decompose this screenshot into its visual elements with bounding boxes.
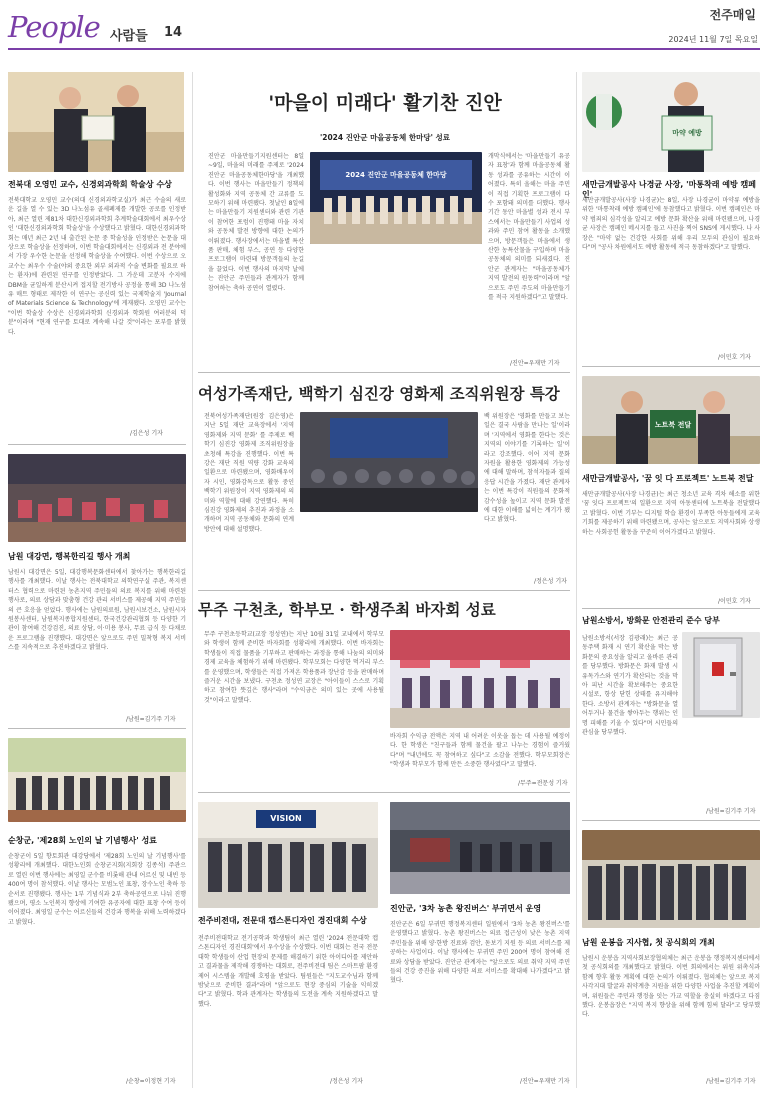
a1-headline: 전북대 오영민 교수, 신경외과학회 학술상 수상 bbox=[8, 180, 172, 189]
r2-photo bbox=[582, 376, 760, 464]
main2-photo bbox=[300, 412, 478, 512]
main3-byline: /무주=전문성 기자 bbox=[518, 780, 568, 787]
a2-divider bbox=[8, 728, 186, 729]
main1-photo-banner: 2024 진안군 마을공동체 한마당 bbox=[345, 171, 447, 179]
b2-headline: 진안군, '3차 농촌 왕진버스' 부귀면서 운영 bbox=[390, 904, 542, 913]
main2-body-right: 백 위원장은 '영화를 만들고 보는 일은 결국 사람을 만나는 일'이라며 '지역에서 영화를 한다는 것은 지역의 이야기를 기록하는 일'이라고 강조했다. 이어 지역 문화 자원을 활용한 영화제의 가능성에 대해 말하며, 참석자들과 질의응답 시간을 가졌다. 재단 관계자는 이번 특강이 직원들의 문화적 감수성을 높이고 지역 문화 발전에 대한 이해를 넓히는 계기가 됐다고 밝혔다. bbox=[484, 413, 570, 524]
b2-body: 진안군은 6일 부귀면 행정복지센터 일원에서 '3차 농촌 왕진버스'를 운영했다고 밝혔다. 농촌 왕진버스는 의료 접근성이 낮은 농촌 지역 주민들을 위해 양·한방 진료와 검안, 돋보기 지원 등 의료 서비스를 제공하는 사업이다. 이날 행사에는 부귀면 주민 200여 명이 참여해 진료와 상담을 받았다. 진안군 관계자는 "앞으로도 의료 취약 지역 주민들의 건강 증진을 위해 다양한 의료 서비스를 확대해 나가겠다"고 밝혔다. bbox=[390, 921, 570, 985]
newspaper-name: 전주매일 bbox=[709, 8, 756, 22]
main3-body-right: 바자회 수익금 전액은 지역 내 어려운 이웃을 돕는 데 사용될 예정이다. 한 학생은 "친구들과 함께 물건을 팔고 나누는 경험이 즐거웠다"며 "내년에도 꼭 참여하고 싶다"고 소감을 전했다. 학부모회장은 "학생과 학부모가 함께 만든 소중한 행사였다"고 말했다. bbox=[390, 733, 570, 769]
a1-byline: /김은성 기자 bbox=[130, 430, 163, 437]
main3-title: 무주 구천초, 학부모 · 학생주최 바자회 성료 bbox=[198, 600, 496, 619]
section-logo: People bbox=[8, 10, 100, 44]
main1-subtitle: '2024 진안군 마을공동체 한마당' 성료 bbox=[319, 133, 451, 142]
r1-body: 새만금개발공사(사장 나경균)는 8일, 사장 나경균이 마약류 예방을 위한 '마통착래 예방 캠페인'에 동참했다고 밝혔다. 이번 캠페인은 마약 범죄의 심각성을 알리고 예방 문화 확산을 위해 마련됐으며, 나경균 사장은 캠페인 메시지를 들고 사진을 찍어 SNS에 게시했다. 나 사장은 "마약 없는 건강한 사회를 위해 우리 모두의 관심이 필요하다"며 "공사 차원에서도 예방 활동에 적극 동참하겠다"고 말했다. bbox=[582, 197, 760, 252]
main3-photo bbox=[390, 630, 570, 728]
a1-photo bbox=[8, 72, 184, 172]
r4-byline: /남원=김기주 기자 bbox=[706, 1078, 756, 1085]
r4-photo bbox=[582, 830, 760, 928]
r1-photo-sign: 마약 예방 bbox=[672, 129, 702, 137]
main2-title: 여성가족재단, 백학기 심진강 영화제 조직위원장 특강 bbox=[198, 384, 560, 403]
main3-divider bbox=[198, 792, 570, 793]
b2-byline: /진안=우재만 기자 bbox=[520, 1078, 570, 1085]
a3-photo bbox=[8, 738, 186, 822]
main2-divider bbox=[198, 590, 570, 591]
main2-byline: /정은성 기자 bbox=[534, 578, 567, 585]
column-separator-left bbox=[192, 72, 193, 1088]
main1-body-left: 진안군 마을만들기지원센터는 8일~9일, 마을의 미래를 주제로 '2024 진안군 마을공동체한마당'을 개최했다. 이번 행사는 마을만들기 정책의 활성화와 지역 공동체 간 교류를 도모하기 위해 마련됐다. 첫날인 8일에는 마을만들기 지원센터와 관련 기관이 참여한 포럼이 진행돼 마을 자치와 공동체 발전 방향에 대한 논의가 이뤄졌다. 행사장에서는 마을별 특산품 판매, 체험 부스, 공연 등 다양한 프로그램이 마련돼 방문객들의 눈길을 끌었다. 이번 행사의 마지막 날에는 진안군 주민들과 관계자가 함께 참여하는 축하 공연이 열렸다. bbox=[208, 153, 304, 292]
r2-byline: /이민호 기자 bbox=[718, 598, 751, 605]
r3-headline: 남원소방서, 방화문 안전관리 준수 당부 bbox=[582, 616, 720, 625]
a3-byline: /순창=이정현 기자 bbox=[126, 1078, 176, 1085]
r3-body-upper: 남원소방서(서장 김광래)는 최근 공동주택 화재 시 연기 확산을 막는 방화문의 중요성을 알리고 올바른 관리를 당부했다. 방화문은 화재 발생 시 유독가스와 연기가 확산되는 것을 막아 피난 시간을 확보해주는 중요한 시설로, 항상 닫힌 상태를 유지해야 한다. 소방서 관계자는 "방화문을 열어두거나 물건을 쌓아두는 행위는 인명 피해를 키울 수 있다"며 시민들의 관심을 당부했다. bbox=[582, 635, 678, 737]
issue-date: 2024년 11월 7일 목요일 bbox=[668, 35, 758, 44]
b1-photo bbox=[198, 802, 378, 908]
main1-photo bbox=[310, 152, 482, 244]
main1-divider bbox=[198, 372, 570, 373]
b1-byline: /정은성 기자 bbox=[330, 1078, 363, 1085]
r1-photo bbox=[582, 72, 760, 172]
r3-byline: /남원=김기주 기자 bbox=[706, 808, 756, 815]
main2-body-left: 전북여성가족재단(원장 김은영)은 지난 5일 재단 교육장에서 '지역 영화제와 지역 문화' 를 주제로 백학기 심진강 영화제 조직위원장을 초청해 특강을 진행했다. 이번 특강은 재단 직원 역량 강화 교육의 일환으로 마련됐으며, 영화배우이자 시인, 영화감독으로 활동 중인 백학기 위원장이 지역 영화제의 의미와 역할에 대해 강연했다. 특히 심진강 영화제의 추진과 과정을 소개하며 지역 공동체와 문화의 연계 방안에 대해 설명했다. bbox=[204, 413, 294, 533]
r1-divider bbox=[582, 366, 760, 367]
r2-body: 새만금개발공사(사장 나경균)는 최근 청소년 교육 격차 해소를 위한 '꿈 잇다 프로젝트'의 일환으로 지역 아동센터에 노트북을 전달했다고 밝혔다. 이번 기부는 디지털 학습 환경이 부족한 아동들에게 교육 기회를 제공하기 위해 마련됐으며, 공사는 앞으로도 지역사회와 상생하는 사회공헌 활동을 꾸준히 이어가겠다고 밝혔다. bbox=[582, 491, 760, 536]
r4-body: 남원시 운봉읍 지역사회보장협의체는 최근 운봉읍 행정복지센터에서 첫 공식회의를 개최했다고 밝혔다. 이번 회의에서는 위원 위촉식과 함께 향후 활동 계획에 대한 논의가 이뤄졌다. 협의체는 앞으로 복지 사각지대 발굴과 취약계층 지원을 위한 다양한 사업을 추진할 계획이며, 위원들은 주민과 행정을 잇는 가교 역할을 충실히 하겠다고 다짐했다. 운봉읍장은 "지역 복지 향상을 위해 함께 힘써 달라"고 당부했다. bbox=[582, 955, 760, 1019]
r2-photo-placard: 노트북 전달 bbox=[654, 421, 692, 429]
header-rule bbox=[8, 48, 760, 50]
r3-divider bbox=[582, 820, 760, 821]
r1-byline: /이민호 기자 bbox=[718, 354, 751, 361]
r1-headline: 새만금개발공사 나경균 사장, '마통착래 예방 캠페인' bbox=[582, 180, 756, 199]
r4-headline: 남원 운봉읍 지사협, 첫 공식회의 개최 bbox=[582, 938, 715, 947]
a2-headline: 남원 대강면, 행복한리길 행사 개최 bbox=[8, 552, 131, 561]
main1-body-right: 개막식에서는 '마을만들기 유공자 표창'과 함께 마을공동체 활동 성과를 공유하는 시간이 이어졌다. 특히 올해는 마을 주민이 직접 기획한 프로그램이 다수 포함돼 의미를 더했다. 행사 기간 동안 마을별 성과 전시 부스에서는 마을만들기 사업의 성과와 주민 참여 활동을 소개했으며, 방문객들은 마을에서 생산한 농특산물을 구입하며 마을 공동체의 의미를 되새겼다. 진안군 관계자는 "마을공동체가 지역 발전의 원동력"이라며 "앞으로도 주민 주도의 마을만들기를 적극 지원하겠다"고 말했다. bbox=[488, 153, 570, 302]
b1-body: 전주비전대학교 전기공학과 학생팀이 최근 열린 '2024 전문대학 캡스톤디자인 경진대회'에서 우수상을 수상했다. 이번 대회는 전국 전문대학 학생들이 산업 현장의 문제를 해결하기 위한 아이디어를 제안하고 결과물을 제작해 경쟁하는 대회로, 전주비전대 팀은 스마트팜 환경 제어 시스템을 개발해 호평을 받았다. 팀원들은 "지도교수님과 함께 밤낮으로 준비한 결과"라며 "앞으로도 현장 중심의 기술을 익히겠다"고 밝혔다. 학과 관계자는 학생들의 도전을 계속 지원하겠다고 말했다. bbox=[198, 935, 378, 1008]
r3-photo bbox=[682, 632, 760, 718]
page-number: 14 bbox=[164, 25, 183, 40]
a1-divider bbox=[8, 444, 186, 445]
main3-body-left: 무주 구천초등학교(교장 정성연)는 지난 10월 31일 교내에서 학부모와 학생이 함께 준비한 바자회를 성황리에 개최했다. 이번 바자회는 학생들이 직접 물품을 기부하고 판매하는 과정을 통해 나눔의 의미와 경제 교육을 체험하기 위해 마련됐다. 학부모회는 다양한 먹거리 부스를 운영했으며, 학생들은 직접 가져온 학용품과 장난감 등을 판매하며 즐거운 시간을 보냈다. 구천초 정성연 교장은 "아이들이 스스로 기획하고 참여한 뜻깊은 행사"라며 "수익금은 의미 있는 곳에 사용될 것"이라고 말했다. bbox=[204, 631, 384, 704]
page-header bbox=[0, 0, 768, 66]
section-title: 사람들 bbox=[110, 29, 148, 44]
a1-body: 전북대학교 오영민 교수(의대 신경외과학교실)가 최근 수술의 새로운 길을 열 수 있는 3D 나노섬유 골세폐제를 개발한 공로를 인정받아, 최근 열린 제81차 대한신경외과학회 추계학술대회에서 최우수상인 '대한신경외과학회 학술상'을 수상했다고 밝혔다. 대한신경외과학회는 매년 최근 2년 내 출간된 논문 중 학술성을 인정받은 논문을 대상으로 학술상을 선정하며, 이번 학술대회에서는 신경외과 전 분야에서 가장 우수한 논문을 선정해 학술상을 수여했다. 이번 수상으로 오 교수는 최우수 수술(야외 중요한 외부 외과적 수술 변화를 필요로 하는 환자)에 관련된 연구를 인정받았다. 그 가운데 고분자 수지에 DBM을 균일하게 분산시켜 접지할 전기방사 공정을 통해 3D 나노섬유 매트 형태로 제작한 이 연구는 공신력 있는 국제학술지 'Journal of Materials Science & Technology'에 게재됐다. 오영민 교수는 "이번 학술상 수상은 신경외과학회 신경외과 학회원 여러분의 덕분"이라며 "현재 연구를 토대로 계속해 나갈 것"이라는 포부를 밝혔다. bbox=[8, 197, 186, 336]
column-separator-right bbox=[576, 72, 577, 1088]
r2-headline: 새만금개발공사, '꿈 잇 다 프로젝트' 노트북 전달 bbox=[582, 474, 754, 483]
b1-photo-booth-sign: VISION bbox=[270, 814, 302, 823]
main1-title: '마을이 미래다' 활기찬 진안 bbox=[268, 92, 502, 114]
a2-photo bbox=[8, 454, 186, 542]
r2-divider bbox=[582, 608, 760, 609]
b1-headline: 전주비전대, 전문대 캡스톤디자인 경진대회 수상 bbox=[198, 916, 367, 925]
a2-byline: /남원=김기주 기자 bbox=[126, 716, 176, 723]
main1-byline: /진안=우재만 기자 bbox=[510, 360, 560, 367]
a3-headline: 순창군, '제28회 노인의 날 기념행사' 성료 bbox=[8, 836, 157, 845]
a3-body: 순창군이 5일 향토회관 대강당에서 '제28회 노인의 날 기념행사'를 성황리에 개최했다. 대한노인회 순창군지회(지회장 김종석) 주관으로 열린 이번 행사에는 최영일 군수를 비롯해 관내 어르신 및 내빈 등 400여 명이 참석했다. 이날 행사는 모범노인 표창, 장수노인 축하 등 순서로 진행됐다. 행사는 1부 기념식과 2부 축하공연으로 나눠 진행됐으며, 평소 노인복지 향상에 기여한 유공자에 대한 표창 수여 등이 이어졌다. 최영일 군수는 어르신들의 건강과 행복을 위해 노력하겠다고 밝혔다. bbox=[8, 853, 186, 926]
a2-body: 남원시 대강면은 5일, 대강행복문화센터에서 찾아가는 행복한리길 행사를 개최했다. 이날 행사는 전북대학교 의학연구실 주관, 복지센터스 협력으로 마련된 농촌지역 주민들의 의료 복지를 위해 마련된 행사로, 의료 상담과 맞춤형 건강 관리 서비스를 제공해 지역 주민들의 큰 호응을 얻었다. 행사에는 남원의료원, 남원시보건소, 남원시자원봉사센터, 남원복지종합지원센터, 한국건강관리협회 등 다양한 기관이 참여해 건강검진, 의료 상담, 이·미용 봉사, 무료 급식 등 다채로운 프로그램을 진행했다. 대강면은 앞으로도 주민 밀착형 복지 서비스를 지속적으로 추진하겠다고 밝혔다. bbox=[8, 569, 186, 652]
b2-photo bbox=[390, 802, 570, 894]
